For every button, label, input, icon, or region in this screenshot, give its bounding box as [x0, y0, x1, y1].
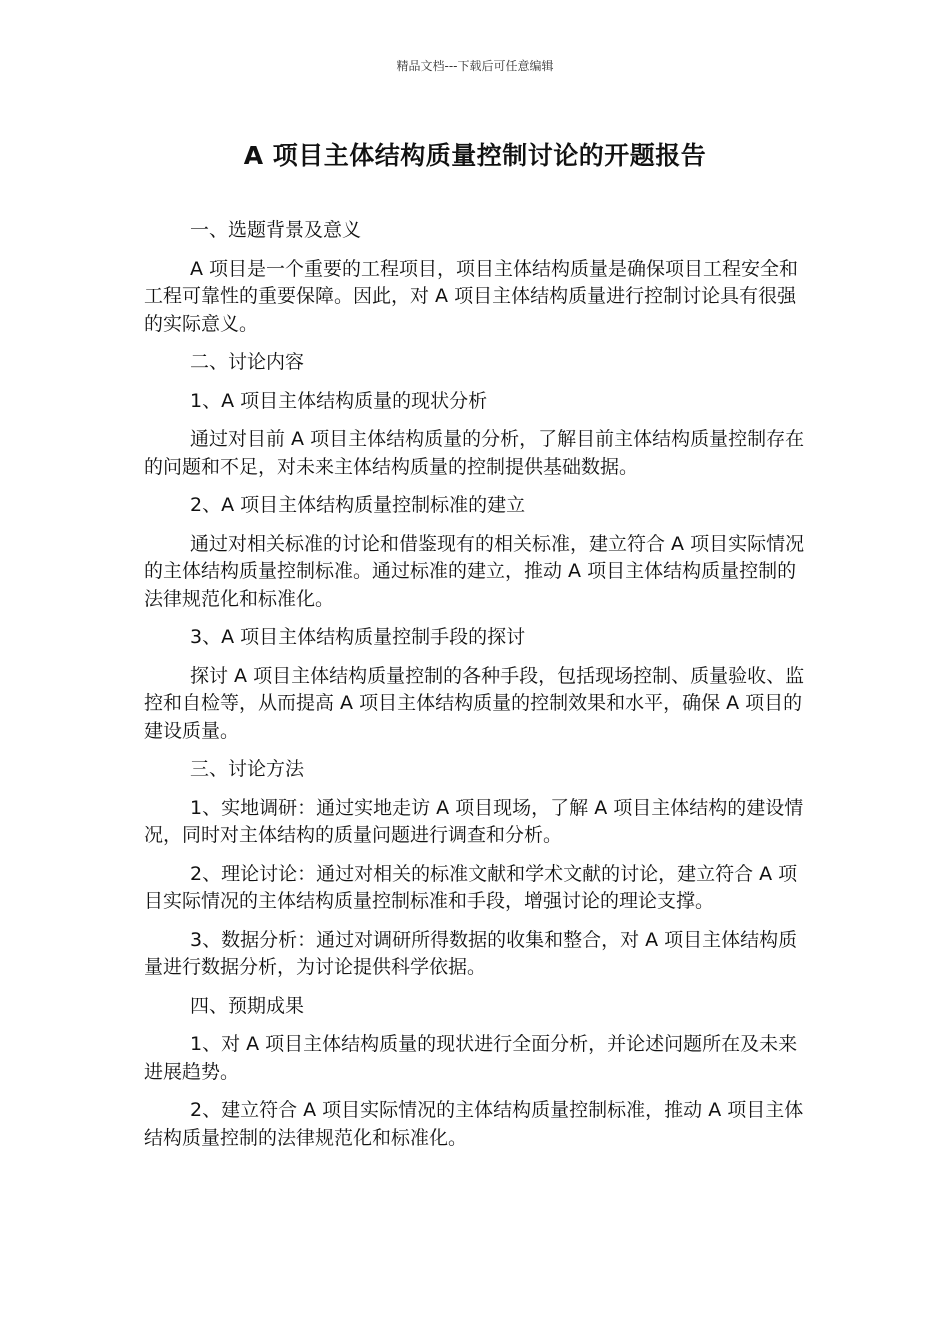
- paragraph-status-analysis: 通过对目前 A 项目主体结构质量的分析，了解目前主体结构质量控制存在的问题和不足，对未来主体结构质量的控制提供基础数据。: [144, 428, 805, 478]
- section-heading-content: 二、讨论内容: [190, 351, 305, 373]
- subheading-standard-building: 2、A 项目主体结构质量控制标准的建立: [190, 494, 526, 516]
- page-header: 精品文档---下载后可任意编辑: [396, 59, 554, 73]
- section-heading-background: 一、选题背景及意义: [190, 219, 362, 241]
- paragraph-control-means: 探讨 A 项目主体结构质量控制的各种手段，包括现场控制、质量验收、监控和自检等，从而提高 A 项目主体结构质量的控制效果和水平，确保 A 项目的建设质量。: [144, 664, 805, 742]
- document-title: A 项目主体结构质量控制讨论的开题报告: [243, 141, 707, 170]
- paragraph-result-1: 1、对 A 项目主体结构质量的现状进行全面分析，并论述问题所在及未来进展趋势。: [144, 1033, 798, 1083]
- section-heading-methods: 三、讨论方法: [190, 758, 305, 780]
- paragraph-background: A 项目是一个重要的工程项目，项目主体结构质量是确保项目工程安全和工程可靠性的重要保障。因此，对 A 项目主体结构质量进行控制讨论具有很强的实际意义。: [144, 257, 799, 335]
- paragraph-method-field-research: 1、实地调研：通过实地走访 A 项目现场，了解 A 项目主体结构的建设情况，同时对主体结构的质量问题进行调查和分析。: [144, 796, 804, 846]
- paragraph-result-2: 2、建立符合 A 项目实际情况的主体结构质量控制标准，推动 A 项目主体结构质量控制的法律规范化和标准化。: [144, 1099, 804, 1149]
- document-body: [144, 217, 808, 1163]
- subheading-status-analysis: 1、A 项目主体结构质量的现状分析: [190, 389, 488, 412]
- section-heading-expected-results: 四、预期成果: [190, 994, 305, 1017]
- subheading-control-means: 3、A 项目主体结构质量控制手段的探讨: [190, 626, 526, 648]
- paragraph-method-theory: 2、理论讨论：通过对相关的标准文献和学术文献的讨论，建立符合 A 项目实际情况的主体结构质量控制标准和手段，增强讨论的理论支撑。: [144, 862, 798, 912]
- paragraph-method-data-analysis: 3、数据分析：通过对调研所得数据的收集和整合，对 A 项目主体结构质量进行数据分析，为讨论提供科学依据。: [144, 928, 798, 978]
- paragraph-standard-building: 通过对相关标准的讨论和借鉴现有的相关标准，建立符合 A 项目实际情况的主体结构质量控制标准。通过标准的建立，推动 A 项目主体结构质量控制的法律规范化和标准化。: [144, 532, 805, 610]
